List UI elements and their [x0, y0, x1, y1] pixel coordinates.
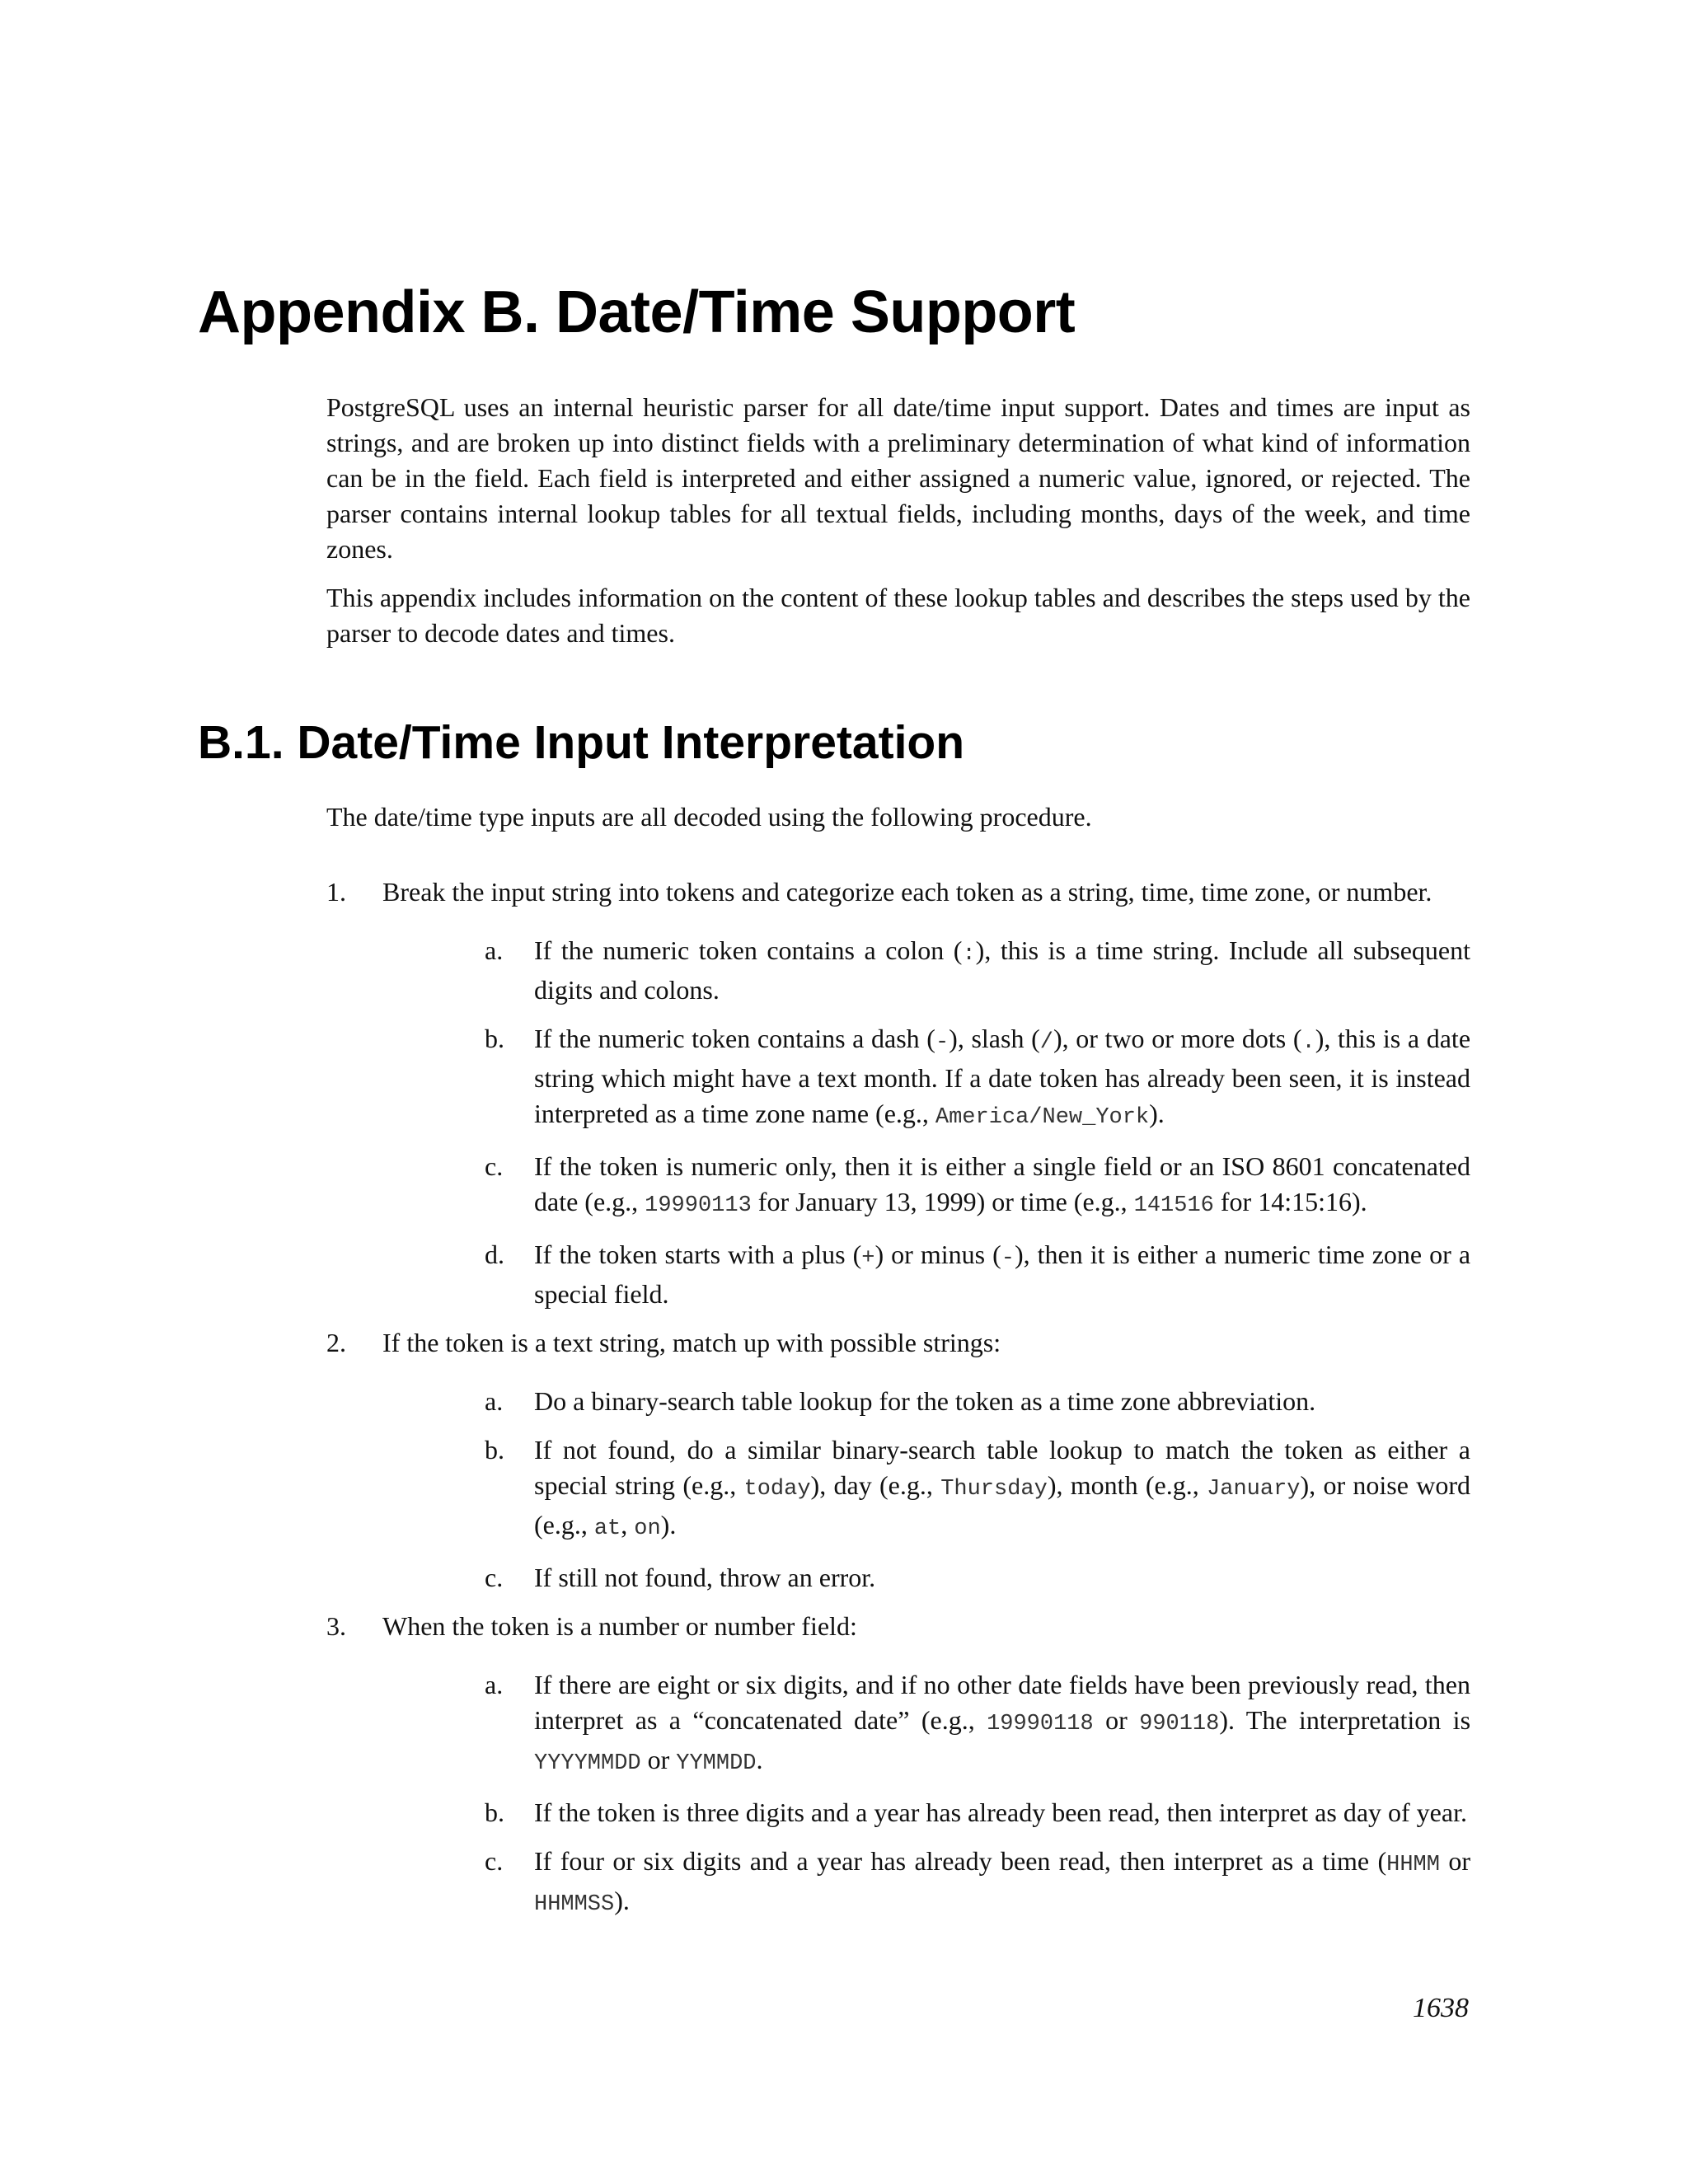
sub-step-text: If still not found, throw an error.: [534, 1563, 876, 1592]
code-literal: HHMMSS: [534, 1892, 615, 1917]
procedure-steps: [326, 874, 1470, 1923]
step-number: 3.: [326, 1611, 346, 1641]
sub-step-text: for 14:15:16).: [1213, 1187, 1367, 1216]
code-literal: 19990113: [645, 1193, 752, 1218]
chapter-intro: [326, 390, 1470, 664]
sub-step-text: ).: [1149, 1099, 1165, 1128]
sub-step-text: If the numeric token contains a colon (: [534, 935, 963, 965]
sub-step-letter: a.: [485, 1670, 504, 1699]
sub-step-item: [485, 1560, 1470, 1596]
sub-step-text: or: [1439, 1846, 1471, 1876]
sub-step-letter: b.: [485, 1435, 504, 1465]
sub-step-letter: b.: [485, 1797, 504, 1827]
code-literal: Thursday: [940, 1477, 1048, 1502]
sub-steps: [382, 933, 1470, 1312]
sub-step-text: If the numeric token contains a dash (: [534, 1024, 935, 1053]
sub-step-text: ), then it is either a numeric time zone or a special field.: [534, 1240, 1471, 1309]
sub-step-item: [485, 1021, 1471, 1136]
sub-step-text: If the token is three digits and a year has already been read, then interpret as day of year.: [534, 1797, 1467, 1827]
page-number: 1638: [1413, 1993, 1469, 2023]
section-body: [326, 799, 1470, 1936]
sub-step-item: [485, 1795, 1470, 1830]
sub-step-text: ).: [614, 1886, 630, 1915]
sub-steps: [382, 1667, 1470, 1923]
code-literal: at: [593, 1516, 621, 1541]
step-item: [326, 1609, 1470, 1923]
sub-step-text: ), slash (: [949, 1024, 1040, 1053]
chapter-title: Appendix B. Date/Time Support: [198, 279, 1076, 345]
step-item: [326, 874, 1470, 1312]
sub-step-text: If the token starts with a plus (: [534, 1240, 862, 1269]
sub-step-text: .: [756, 1745, 763, 1774]
sub-step-text: or: [1093, 1705, 1140, 1735]
sub-step-text: ).: [660, 1510, 677, 1540]
step-number: 2.: [326, 1328, 346, 1357]
step-text: When the token is a number or number field:: [382, 1611, 857, 1641]
sub-step-text: If not found, do a similar binary-search table lookup to match the token as either a special string (e.g.,: [534, 1435, 1470, 1500]
code-literal: +: [861, 1246, 875, 1271]
code-literal: 141516: [1133, 1193, 1214, 1218]
sub-step-item: [485, 1844, 1471, 1923]
sub-step-item: [485, 1149, 1470, 1224]
sub-step-text: ), this is a time string. Include all subsequent digits and colons.: [534, 935, 1471, 1005]
step-text: Break the input string into tokens and categorize each token as a string, time, time zone, or number.: [382, 877, 1432, 907]
sub-step-letter: c.: [485, 1151, 504, 1181]
sub-step-text: for January 13, 1999) or time (e.g.,: [751, 1187, 1134, 1216]
code-literal: /: [1039, 1030, 1053, 1055]
sub-step-text: ,: [621, 1510, 635, 1540]
sub-step-text: ), month (e.g.,: [1047, 1470, 1207, 1500]
sub-step-text: ), or noise word (e.g.,: [534, 1470, 1471, 1540]
sub-step-letter: b.: [485, 1024, 504, 1053]
code-literal: 19990118: [987, 1712, 1094, 1736]
code-literal: HHMM: [1386, 1853, 1440, 1877]
sub-step-text: ), day (e.g.,: [810, 1470, 941, 1500]
sub-step-text: Do a binary-search table lookup for the token as a time zone abbreviation.: [534, 1386, 1316, 1416]
code-literal: -: [935, 1030, 950, 1055]
sub-step-letter: c.: [485, 1563, 504, 1592]
sub-step-text: If there are eight or six digits, and if no other date fields have been previously read, then interpret as a “concatenated date” (e.g.,: [534, 1670, 1470, 1735]
sub-step-item: [485, 1237, 1471, 1312]
code-literal: on: [634, 1516, 661, 1541]
sub-steps: [382, 1384, 1470, 1596]
sub-step-letter: a.: [485, 935, 504, 965]
code-literal: YYMMDD: [676, 1751, 757, 1776]
sub-step-letter: c.: [485, 1846, 504, 1876]
sub-step-item: [485, 1667, 1471, 1782]
sub-step-text: ), or two or more dots (: [1053, 1024, 1302, 1053]
code-literal: January: [1207, 1477, 1301, 1502]
code-literal: -: [1001, 1246, 1015, 1271]
code-literal: 990118: [1139, 1712, 1220, 1736]
sub-step-item: [485, 933, 1471, 1008]
sub-step-text: If the token is numeric only, then it is either a single field or an ISO 8601 concatenated date (e.g.,: [534, 1151, 1470, 1216]
code-literal: America/New_York: [935, 1105, 1150, 1130]
code-literal: today: [743, 1477, 811, 1502]
step-item: [326, 1325, 1470, 1596]
sub-step-text: ) or minus (: [874, 1240, 1001, 1269]
sub-step-item: [485, 1384, 1470, 1419]
section-intro: The date/time type inputs are all decoded using the following procedure.: [326, 802, 1092, 832]
section-title: B.1. Date/Time Input Interpretation: [198, 716, 965, 769]
step-number: 1.: [326, 877, 346, 907]
sub-step-text: or: [640, 1745, 677, 1774]
code-literal: .: [1301, 1030, 1315, 1055]
code-literal: :: [962, 942, 976, 967]
step-text: If the token is a text string, match up with possible strings:: [382, 1328, 1001, 1357]
sub-step-letter: a.: [485, 1386, 504, 1416]
sub-step-text: If four or six digits and a year has already been read, then interpret as a time (: [534, 1846, 1387, 1876]
code-literal: YYYYMMDD: [534, 1751, 641, 1776]
intro-paragraph-1: PostgreSQL uses an internal heuristic parser for all date/time input support. Dates and times are input as strings, and are broken up into distinct fields with a preliminary determination of what kind of information can be in the field. Each field is interpreted and either assigned a numeric value, ignored, or rejected. The parser contains internal lookup tables for all textual fields, including months, days of the week, and time zones.: [326, 392, 1470, 564]
intro-paragraph-2: This appendix includes information on the content of these lookup tables and describes the steps used by the parser to decode dates and times.: [326, 583, 1470, 648]
sub-step-text: ). The interpretation is: [1219, 1705, 1471, 1735]
sub-step-text: ), this is a date string which might have a text month. If a date token has already been seen, it is instead interpreted as a time zone name (e.g.,: [534, 1024, 1471, 1128]
sub-step-letter: d.: [485, 1240, 504, 1269]
sub-step-item: [485, 1432, 1471, 1547]
